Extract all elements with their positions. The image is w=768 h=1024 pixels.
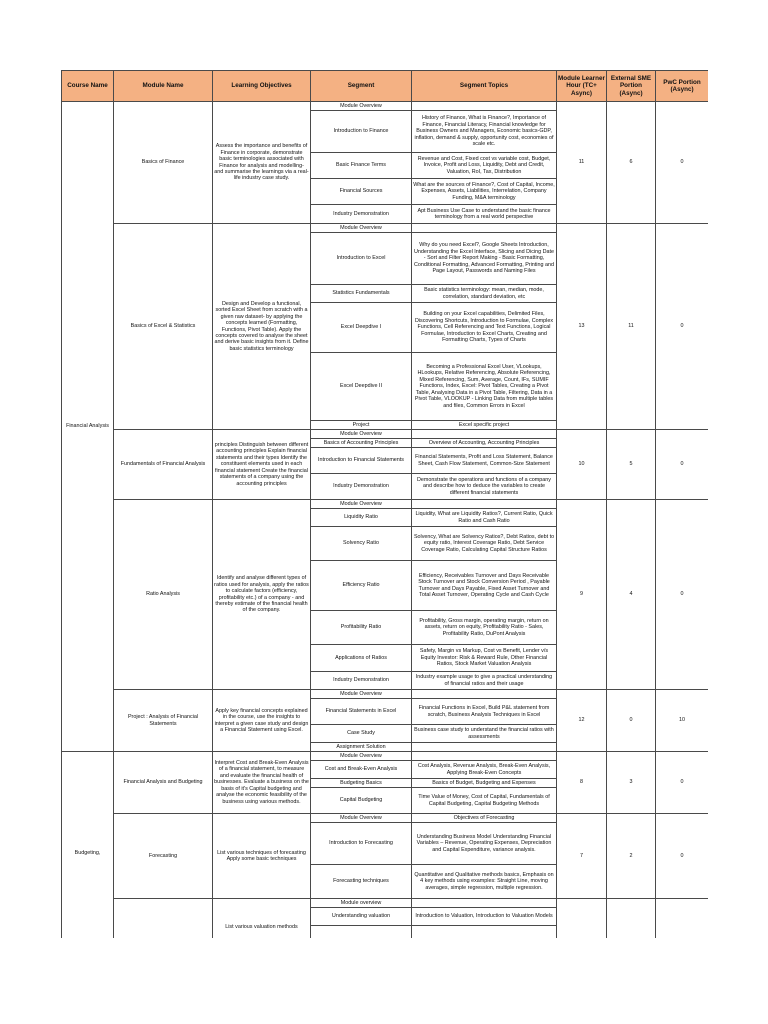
- external-sme-cell: 0: [607, 690, 656, 752]
- segment-topics-cell: [412, 224, 557, 233]
- segment-cell: [311, 926, 412, 939]
- header-module-name: Module Name: [114, 71, 213, 102]
- segment-topics-cell: Basic statistics terminology: mean, median, mode, correlation, standard deviation, etc: [412, 285, 557, 303]
- segment-topics-cell: Safety, Margin vs Markup, Cost vs Benefit, Lender v/s Equity Investor: Risk & Reward Rule, Other Financial Ratios, Stock Market Valuation Analysis: [412, 645, 557, 672]
- module-name-cell: Ratio Analysis: [114, 500, 213, 690]
- segment-cell: Module Overview: [311, 752, 412, 761]
- segment-topics-cell: [412, 500, 557, 509]
- external-sme-cell: 2: [607, 814, 656, 899]
- header-row: [62, 71, 709, 102]
- segment-topics-cell: Business case study to understand the financial ratios with assessments: [412, 725, 557, 743]
- segment-cell: Efficiency Ratio: [311, 561, 412, 611]
- external-sme-cell: 4: [607, 500, 656, 690]
- segment-topics-cell: Cost Analysis, Revenue Analysis, Break-Even Analysis, Applying Break-Even Concepts: [412, 761, 557, 779]
- external-sme-cell: 3: [607, 752, 656, 814]
- pwc-portion-cell: 0: [656, 752, 709, 814]
- learner-hours-cell: 11: [557, 102, 607, 224]
- course-table: [61, 70, 708, 938]
- segment-cell: Module Overview: [311, 690, 412, 699]
- segment-cell: Applications of Ratios: [311, 645, 412, 672]
- segment-cell: Industry Demonstration: [311, 205, 412, 224]
- external-sme-cell: [607, 899, 656, 939]
- header-course-name: Course Name: [62, 71, 114, 102]
- learning-objectives-cell: Apply key financial concepts explained in the course, use the insights to interpret a given case study and design a Financial Statement using Excel.: [213, 690, 311, 752]
- segment-topics-cell: [412, 752, 557, 761]
- table-row: [62, 814, 709, 823]
- module-name-cell: Fundamentals of Financial Analysis: [114, 430, 213, 500]
- segment-cell: Introduction to Financial Statements: [311, 448, 412, 474]
- segment-topics-cell: Profitability, Gross margin, operating margin, return on assets, return on equity, Profitability Ratio - Sales, Profitability Ratio, DuPont Analysis: [412, 611, 557, 645]
- segment-cell: Project: [311, 421, 412, 430]
- segment-cell: Industry Demonstration: [311, 474, 412, 500]
- module-name-cell: Project : Analysis of Financial Statements: [114, 690, 213, 752]
- external-sme-cell: 5: [607, 430, 656, 500]
- segment-topics-cell: [412, 926, 557, 939]
- segment-topics-cell: Becoming a Professional Excel User, VLookups, HLookups, Relative Referencing, Absolute Referencing, Mixed Referencing, Sum, Average, Count, IFs, SUMIF Functions, Index, Excel: Pivot Tables, Creating a Pivot Table, Analysing Data in a Pivot Table, Filtering, Data in a Pivot Table, VLOOKUP - Linking Data from multiple tables and files, Common Errors in Excel: [412, 353, 557, 421]
- segment-cell: Case Study: [311, 725, 412, 743]
- segment-cell: Excel Deepdive II: [311, 353, 412, 421]
- header-learner-hours: Module Learner Hour (TC+ Async): [557, 71, 607, 102]
- segment-topics-cell: What are the sources of Finance?, Cost of Capital, Income, Expenses, Assets, Liabilities, Interrelation, Company Funding, M&A terminology: [412, 179, 557, 205]
- segment-cell: Profitability Ratio: [311, 611, 412, 645]
- segment-topics-cell: Time Value of Money, Cost of Capital, Fundamentals of Capital Budgeting, Capital Budgeting Methods: [412, 788, 557, 814]
- segment-topics-cell: Financial Statements, Profit and Loss Statement, Balance Sheet, Cash Flow Statement, Common-Size Statement: [412, 448, 557, 474]
- module-name-cell: Basics of Finance: [114, 102, 213, 224]
- segment-cell: Module Overview: [311, 430, 412, 439]
- table-row: [62, 690, 709, 699]
- pwc-portion-cell: 0: [656, 102, 709, 224]
- segment-cell: Module overview: [311, 899, 412, 908]
- segment-cell: Module Overview: [311, 102, 412, 111]
- header-segment: Segment: [311, 71, 412, 102]
- segment-topics-cell: [412, 430, 557, 439]
- header-pwc-portion: PwC Portion (Async): [656, 71, 709, 102]
- learning-objectives-cell: Interpret Cost and Break-Even Analysis of a financial statement, to measure and evaluate the financial health of businesses. Evaluate a business on the basis of it's Capital budgeting and analyse the economic feasibility of the business using various methods.: [213, 752, 311, 814]
- segment-cell: Excel Deepdive I: [311, 303, 412, 353]
- segment-topics-cell: Overview of Accounting, Accounting Principles: [412, 439, 557, 448]
- module-name-cell: Forecasting: [114, 814, 213, 899]
- segment-cell: Capital Budgeting: [311, 788, 412, 814]
- segment-cell: Assignment Solution: [311, 743, 412, 752]
- segment-topics-cell: Financial Functions in Excel, Build P&L statement from scratch, Business Analysis Techniques in Excel: [412, 699, 557, 725]
- segment-cell: Statistics Fundamentals: [311, 285, 412, 303]
- segment-cell: Solvency Ratio: [311, 527, 412, 561]
- segment-topics-cell: [412, 743, 557, 752]
- segment-cell: Understanding valuation: [311, 908, 412, 926]
- pwc-portion-cell: 0: [656, 500, 709, 690]
- learner-hours-cell: 7: [557, 814, 607, 899]
- pwc-portion-cell: 0: [656, 224, 709, 430]
- segment-topics-cell: Excel specific project: [412, 421, 557, 430]
- header-learning-objectives: Learning Objectives: [213, 71, 311, 102]
- segment-topics-cell: Understanding Business Model Understanding Financial Variables – Revenue, Operating Expenses, Depreciation and Capital Expenditure, variance analysis.: [412, 823, 557, 865]
- module-name-cell: Basics of Excel & Statistics: [114, 224, 213, 430]
- course-name-cell: Financial Analysis: [62, 102, 114, 752]
- segment-cell: Introduction to Forecasting: [311, 823, 412, 865]
- pwc-portion-cell: 0: [656, 430, 709, 500]
- external-sme-cell: 11: [607, 224, 656, 430]
- segment-cell: Budgeting Basics: [311, 779, 412, 788]
- segment-topics-cell: [412, 102, 557, 111]
- segment-topics-cell: Revenue and Cost, Fixed cost vs variable cost, Budget, Invoice, Profit and Loss, Liquidity, Debt and Credit, Valuation, RoI, Tax, Distribution: [412, 153, 557, 179]
- segment-topics-cell: Liquidity, What are Liquidity Ratios?, Current Ratio, Quick Ratio and Cash Ratio: [412, 509, 557, 527]
- learner-hours-cell: 8: [557, 752, 607, 814]
- learner-hours-cell: 12: [557, 690, 607, 752]
- segment-cell: Introduction to Excel: [311, 233, 412, 285]
- module-name-cell: Financial Analysis and Budgeting: [114, 752, 213, 814]
- table-row: [62, 500, 709, 509]
- segment-topics-cell: Efficiency, Receivables Turnover and Days Receivable Stock Turnover and Stock Conversion Period , Payable Turnover and Days Payable, Fixed Asset Turnover and Total Asset Turnover, Operating Cycle and Cash Cycle: [412, 561, 557, 611]
- pwc-portion-cell: 0: [656, 814, 709, 899]
- segment-topics-cell: Objectives of Forecasting: [412, 814, 557, 823]
- table-row: [62, 899, 709, 908]
- learning-objectives-cell: Design and Develop a functional, sorted Excel Sheet from scratch with a given raw dataset- by applying the concepts learned (Formatting, Functions, Pivot Table). Apply the concepts covered to analyse the sheet and derive basic insights from it. Define basic statistics terminology: [213, 224, 311, 430]
- segment-topics-cell: Building on your Excel capabilities, Delimited Files, Discovering Shortcuts, Introduction to Formulae, Complex Functions, Cell Referencing and Text Functions, Logical Formulae, Introduction to Excel Charts, Creating and Formatting Charts, Types of Charts: [412, 303, 557, 353]
- learner-hours-cell: 13: [557, 224, 607, 430]
- course-name-cell: Budgeting,: [62, 752, 114, 939]
- table-row: [62, 752, 709, 761]
- segment-topics-cell: Industry example usage to give a practical understanding of financial ratios and their usage: [412, 672, 557, 690]
- table-row: [62, 430, 709, 439]
- table-row: [62, 102, 709, 111]
- segment-topics-cell: Why do you need Excel?, Google Sheets Introduction, Understanding the Excel Interface, Slicing and Dicing Date - Sort and Filter Report Making - Basic Formatting, Conditional Formatting, Advanced Formatting, Printing and Page Layout, Passwords and Naming Files: [412, 233, 557, 285]
- segment-topics-cell: Quantitative and Qualitative methods basics, Emphasis on 4 key methods using examples: Straight Line, moving averages, simple regression, multiple regression.: [412, 865, 557, 899]
- segment-cell: Module Overview: [311, 224, 412, 233]
- segment-cell: Module Overview: [311, 500, 412, 509]
- pwc-portion-cell: 10: [656, 690, 709, 752]
- header-segment-topics: Segment Topics: [412, 71, 557, 102]
- learning-objectives-cell: Identify and analyse different types of ratios used for analysis, apply the ratios to calculate factors (efficiency, profitability etc.) of a company - and thereby estimate of the financial health of the company.: [213, 500, 311, 690]
- segment-cell: Forecasting techniques: [311, 865, 412, 899]
- segment-cell: Industry Demonstration: [311, 672, 412, 690]
- segment-cell: Basics of Accounting Principles: [311, 439, 412, 448]
- learner-hours-cell: 10: [557, 430, 607, 500]
- header-external-sme: External SME Portion (Async): [607, 71, 656, 102]
- external-sme-cell: 6: [607, 102, 656, 224]
- segment-cell: Financial Statements in Excel: [311, 699, 412, 725]
- segment-topics-cell: [412, 690, 557, 699]
- table-row: [62, 224, 709, 233]
- segment-topics-cell: Solvency, What are Solvency Ratios?, Debt Ratios, debt to equity ratio, Interest Coverage Ratio, Debt Service Coverage Ratio, Calculating Capital Structure Ratios: [412, 527, 557, 561]
- segment-topics-cell: History of Finance, What is Finance?, Importance of Finance, Financial Literacy, Financial knowledge for Business Owners and Managers, Economic basics-GDP, inflation, demand & supply, opportunity cost, economies of scale etc.: [412, 111, 557, 153]
- table-body: [62, 102, 709, 939]
- segment-topics-cell: Apt Business Use Case to understand the basic finance terminology from a real world perspective: [412, 205, 557, 224]
- module-name-cell: [114, 899, 213, 939]
- segment-cell: Module Overview: [311, 814, 412, 823]
- learning-objectives-cell: Assess the importance and benefits of Finance in corporate, demonstrate basic terminologies associated with Finance for analysis and modelling- and summarise the learnings via a real-life industry case study.: [213, 102, 311, 224]
- learning-objectives-cell: principles Distinguish between different accounting principles Explain financial statements and their types Identify the constituent elements used in each financial statement Create the financial statements of a company using the accounting principles: [213, 430, 311, 500]
- learner-hours-cell: [557, 899, 607, 939]
- segment-topics-cell: Demonstrate the operations and functions of a company and describe how to deduce the variables to create different financial statements: [412, 474, 557, 500]
- segment-cell: Cost and Break-Even Analysis: [311, 761, 412, 779]
- segment-cell: Basic Finance Terms: [311, 153, 412, 179]
- learning-objectives-cell: List various techniques of forecasting Apply some basic techniques: [213, 814, 311, 899]
- segment-topics-cell: [412, 899, 557, 908]
- segment-cell: Financial Sources: [311, 179, 412, 205]
- segment-cell: Introduction to Finance: [311, 111, 412, 153]
- segment-cell: Liquidity Ratio: [311, 509, 412, 527]
- course-table-sheet: [61, 70, 708, 938]
- learner-hours-cell: 9: [557, 500, 607, 690]
- segment-topics-cell: Basics of Budget, Budgeting and Expenses: [412, 779, 557, 788]
- segment-topics-cell: Introduction to Valuation, Introduction to Valuation Models: [412, 908, 557, 926]
- learning-objectives-cell: List various valuation methods: [213, 899, 311, 939]
- pwc-portion-cell: [656, 899, 709, 939]
